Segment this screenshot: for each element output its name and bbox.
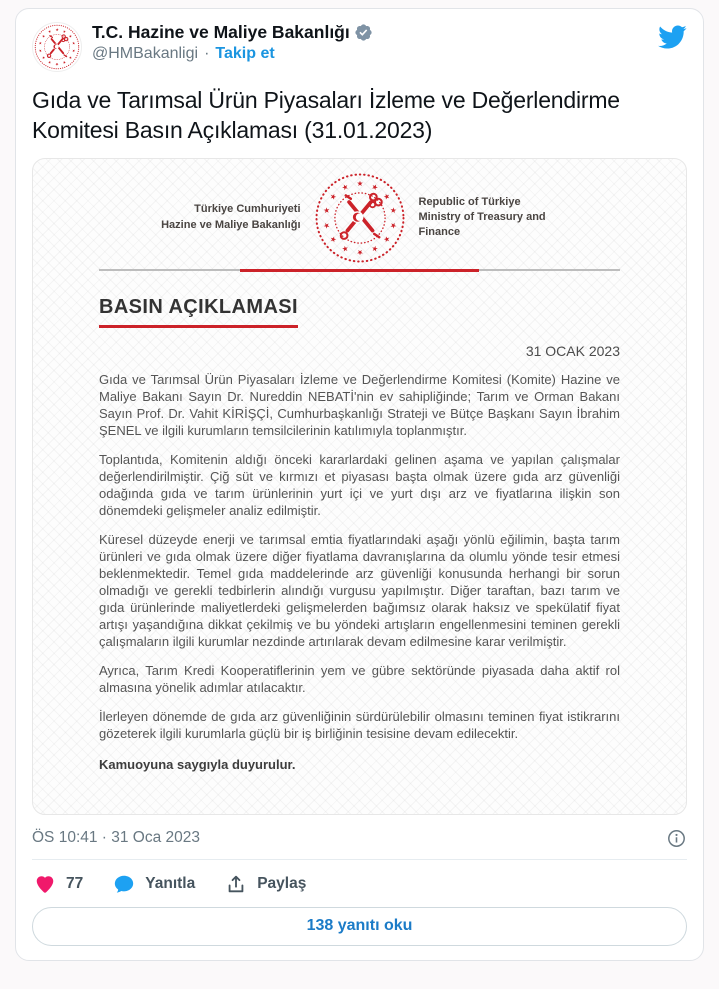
heart-icon (34, 873, 56, 895)
svg-text:★: ★ (67, 33, 73, 40)
svg-text:★: ★ (38, 41, 43, 46)
svg-text:★: ★ (61, 59, 67, 65)
letterhead-divider (99, 269, 620, 272)
read-replies-button[interactable]: 138 yanıtı oku (32, 907, 687, 946)
info-icon[interactable] (666, 828, 687, 849)
svg-text:★: ★ (327, 190, 339, 202)
press-release-date: 31 OCAK 2023 (525, 342, 620, 359)
svg-text:★: ★ (41, 33, 47, 40)
svg-text:★: ★ (71, 41, 76, 46)
svg-text:★: ★ (387, 221, 399, 230)
svg-text:★: ★ (339, 243, 350, 255)
timestamp[interactable]: ÖS 10:41 · 31 Oca 2023 (32, 829, 201, 847)
svg-text:★: ★ (320, 221, 332, 230)
svg-text:★: ★ (387, 205, 399, 215)
paragraph: Küresel düzeyde enerji ve tarımsal emtia fiyatlarındaki aşağı yönlü eğilimin, başta tarım ürünleri ve gıda olmak üzere diğer fiyatlama davranışlarına da olumlu yönde tesir etmesi beklenmektedir. Temel gıda maddelerinde arz güvenliği konusunda herhangi bir sorun olmadığı ve gerekli tedbirlerin alındığı vurgusu yapılmıştır. Diğer taraftan, bazı tarım ve gıda ürünlerinde maliyetlerdeki gelişmelerden bağımsız olarak haksız ve spekülatif fiyat artışı yaşandığına dikkat çekilmiş ve bu yöndeki artışların engellenmesini teminen gerekli çalışmaların ilgili kurumlar nezdinde artırılarak devam edilmesine karar verilmiştir. (99, 531, 620, 649)
reply-button[interactable] (113, 873, 195, 895)
author-block (92, 22, 657, 63)
svg-text:★: ★ (47, 59, 53, 65)
reply-bubble-icon (113, 873, 135, 895)
paragraph: Toplantıda, Komitenin aldığı önceki kararlardaki gelinen aşama ve yapılan çalışmalar değerlendirilmiştir. Çiğ süt ve kırmızı et piyasası başta olmak üzere gıda arz güvenliği odağında gıda ve tarım ürünlerinin yurt içi ve yurt dışı arz ve fiyatlarına ilişkin son dönemdeki gelişmeler analiz edilmiştir. (99, 451, 620, 518)
svg-text:★: ★ (38, 48, 43, 53)
letterhead-right: Republic of Türkiye Ministry of Treasury and Finance (418, 195, 546, 239)
author-handle[interactable]: @HMBakanligi (92, 45, 199, 62)
ministry-emblem-icon (314, 172, 406, 264)
paragraph: Gıda ve Tarımsal Ürün Piyasaları İzleme ve Değerlendirme Komitesi (Komite) Hazine ve Maliye Bakanı Sayın Dr. Nureddin NEBATİ'nin ev sahipliğinde; Tarım ve Orman Bakanı Sayın Prof. Dr. Vahit KİRİŞÇİ, Cumhurbaşkanlığı Strateji ve Bütçe Başkanı Sayın İbrahim ŞENEL ve ilgili kurumların temsilcilerinin katılımıyla toplanmıştır. (99, 371, 620, 438)
svg-text:★: ★ (380, 233, 392, 245)
svg-text:★: ★ (47, 29, 53, 35)
svg-text:★: ★ (71, 48, 76, 53)
svg-text:★: ★ (327, 233, 339, 245)
author-name[interactable]: T.C. Hazine ve Maliye Bakanlığı (92, 22, 350, 42)
handle-separator: · (204, 45, 210, 62)
paragraph: Ayrıca, Tarım Kredi Kooperatiflerinin yem ve gübre sektöründe piyasada daha aktif rol almasına yönelik adımlar atılacaktır. (99, 662, 620, 695)
press-release-image[interactable] (32, 158, 687, 815)
share-label: Paylaş (257, 874, 307, 892)
svg-text:★: ★ (67, 54, 73, 61)
press-release-closing: Kamuoyuna saygıyla duyurulur. (99, 756, 296, 772)
letterhead-left: Türkiye Cumhuriyeti Hazine ve Maliye Bakanlığı (161, 203, 301, 231)
follow-button[interactable]: Takip et (215, 45, 275, 62)
svg-text:★: ★ (380, 190, 392, 202)
svg-text:★: ★ (61, 29, 67, 35)
press-release-title: BASIN AÇIKLAMASI (99, 296, 298, 328)
like-button[interactable] (34, 873, 83, 895)
svg-text:★: ★ (339, 181, 350, 193)
svg-text:★: ★ (41, 54, 47, 61)
svg-text:★: ★ (55, 28, 59, 33)
svg-text:★: ★ (356, 178, 363, 188)
letterhead (33, 172, 686, 264)
svg-text:★: ★ (369, 181, 380, 193)
verified-badge-icon (354, 23, 373, 42)
reply-label: Yanıtla (145, 874, 196, 892)
svg-text:★: ★ (320, 205, 332, 215)
tweet-header (32, 22, 687, 72)
svg-text:★: ★ (369, 243, 380, 255)
paragraph: İlerleyen dönemde de gıda arz güvenliğinin sürdürülebilir olmasını teminen fiyat istikrarını gözeterek ilgili kurumlarla güçlü bir iş birliğinin tesisine devam edilecektir. (99, 708, 620, 741)
share-icon (225, 873, 247, 895)
action-bar (32, 860, 687, 907)
ministry-emblem-icon (34, 24, 80, 70)
like-count: 77 (66, 874, 84, 892)
twitter-bird-icon[interactable] (657, 22, 687, 52)
share-button[interactable] (225, 873, 306, 895)
avatar[interactable] (32, 22, 82, 72)
tweet-text: Gıda ve Tarımsal Ürün Piyasaları İzleme ve Değerlendirme Komitesi Basın Açıklaması (31.01.2023) (32, 87, 620, 144)
svg-text:★: ★ (356, 247, 363, 257)
press-release-body (33, 371, 686, 772)
svg-text:★: ★ (55, 61, 59, 66)
tweet-card (15, 8, 704, 961)
